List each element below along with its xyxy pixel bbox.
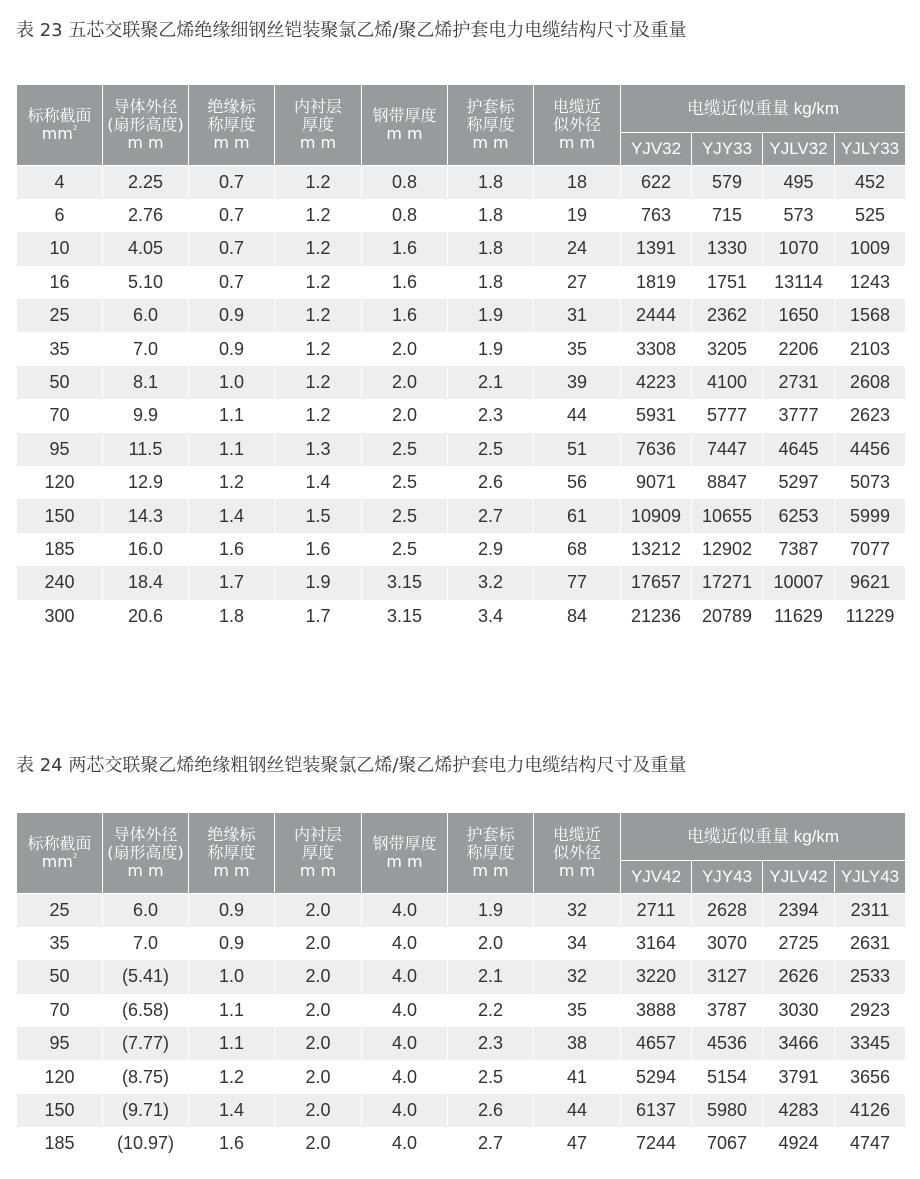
header-model: YJLY33 [835,133,906,166]
table-cell: 2.0 [275,1027,362,1060]
table-cell: 1.9 [448,332,534,365]
table-cell: 2.0 [275,1060,362,1093]
table-cell: 1.8 [448,166,534,199]
table-cell: (9.71) [103,1094,189,1127]
table-cell: 2.7 [448,1127,534,1160]
table-cell: 1.9 [448,894,534,927]
table-cell: 17271 [692,566,763,599]
table-cell: 5297 [763,466,835,499]
table-row [17,600,906,633]
table-cell: 2.0 [275,1094,362,1127]
table-row [17,199,906,232]
table-cell: 2628 [692,894,763,927]
table-cell: 579 [692,166,763,199]
table-cell: (5.41) [103,960,189,993]
table-cell: 11.5 [103,433,189,466]
table-cell: 20789 [692,600,763,633]
table-cell: 77 [534,566,621,599]
table-row [17,433,906,466]
table-cell: 1.8 [448,199,534,232]
table-cell: 1.2 [275,232,362,265]
cable-spec-table-24 [16,812,906,1161]
table-cell: 27 [534,266,621,299]
table-cell: 3777 [763,399,835,432]
table-cell: 3656 [835,1060,906,1093]
table-cell: 1391 [621,232,692,265]
table-cell: 763 [621,199,692,232]
table-cell: 1.2 [275,166,362,199]
table-cell: 3791 [763,1060,835,1093]
table-cell: 1.7 [189,566,275,599]
table-cell: 495 [763,166,835,199]
header-model: YJLV32 [763,133,835,166]
table-cell: 1.2 [275,399,362,432]
table-cell: 6253 [763,499,835,532]
table-cell: 0.9 [189,927,275,960]
table-cell: 2206 [763,332,835,365]
table-cell: 2103 [835,332,906,365]
table-cell: 1819 [621,266,692,299]
table-cell: 1.2 [275,266,362,299]
table-cell: 7387 [763,533,835,566]
header-nominal-section: 标称截面 $mm^2$ [17,85,103,166]
table-cell: 1751 [692,266,763,299]
table-cell: 0.7 [189,232,275,265]
header-model: YJV42 [621,861,692,894]
table-cell: 525 [835,199,906,232]
table-row [17,533,906,566]
table-cell: 0.7 [189,199,275,232]
header-cable-outer-diameter: 电缆近 似外径 m m [534,85,621,166]
table-cell: 2.76 [103,199,189,232]
table-cell: 3.15 [362,566,448,599]
table-cell: 3205 [692,332,763,365]
table-row [17,332,906,365]
table-cell: 2.5 [362,466,448,499]
table-cell: 1.6 [362,232,448,265]
table-cell: 2631 [835,927,906,960]
table-cell: 18.4 [103,566,189,599]
table-cell: 1009 [835,232,906,265]
table-cell: 11229 [835,600,906,633]
table-cell: 3127 [692,960,763,993]
table-cell: 185 [17,533,103,566]
table-cell: 5294 [621,1060,692,1093]
table-cell: 4924 [763,1127,835,1160]
table-cell: 68 [534,533,621,566]
table-row [17,1094,906,1127]
table-cell: 120 [17,466,103,499]
table-row [17,994,906,1027]
table-cell: 2.3 [448,1027,534,1060]
table-cell: 2.0 [275,1127,362,1160]
table-cell: 4.0 [362,994,448,1027]
table-cell: 2.0 [448,927,534,960]
table-cell: 3345 [835,1027,906,1060]
table-cell: 0.7 [189,166,275,199]
table-cell: 1.8 [448,266,534,299]
table-cell: 2.0 [275,994,362,1027]
table-cell: 4456 [835,433,906,466]
header-nominal-section: 标称截面 $mm^2$ [17,813,103,894]
table-cell: 1.1 [189,994,275,1027]
cable-spec-table-23 [16,84,906,633]
table-cell: 2.6 [448,466,534,499]
table-cell: 2.0 [275,960,362,993]
header-model: YJY43 [692,861,763,894]
table-cell: 12.9 [103,466,189,499]
table-cell: 2.1 [448,366,534,399]
table-row [17,566,906,599]
table-cell: 3466 [763,1027,835,1060]
table-cell: 4.0 [362,960,448,993]
table-cell: 38 [534,1027,621,1060]
header-conductor-diameter: 导体外径 (扇形高度) m m [103,85,189,166]
table-cell: 3220 [621,960,692,993]
header-approx-weight: 电缆近似重量 kg/km [621,813,906,861]
table-cell: 185 [17,1127,103,1160]
table-cell: 1.4 [189,1094,275,1127]
table-cell: 11629 [763,600,835,633]
table-cell: 47 [534,1127,621,1160]
table-cell: 1.4 [275,466,362,499]
table-cell: 2.0 [362,332,448,365]
table-cell: (10.97) [103,1127,189,1160]
table-cell: 10909 [621,499,692,532]
table-cell: 1.1 [189,1027,275,1060]
table-cell: 2626 [763,960,835,993]
table-cell: 1.2 [275,199,362,232]
table-cell: 4100 [692,366,763,399]
table-cell: 1.2 [275,366,362,399]
table-cell: 6.0 [103,299,189,332]
table-cell: 4.0 [362,1060,448,1093]
table-cell: 2923 [835,994,906,1027]
table-cell: 2711 [621,894,692,927]
table-row [17,232,906,265]
table-cell: 4223 [621,366,692,399]
table-cell: 24 [534,232,621,265]
table-cell: 3164 [621,927,692,960]
table-cell: 2.3 [448,399,534,432]
table-cell: 240 [17,566,103,599]
table-cell: 3070 [692,927,763,960]
table-cell: (8.75) [103,1060,189,1093]
table-cell: 16.0 [103,533,189,566]
table-cell: 715 [692,199,763,232]
table-cell: 9071 [621,466,692,499]
table-row [17,466,906,499]
header-sheath-thickness: 护套标 称厚度 m m [448,85,534,166]
table-cell: 25 [17,894,103,927]
table-cell: 32 [534,960,621,993]
table-cell: 50 [17,366,103,399]
header-model: YJLY43 [835,861,906,894]
header-cable-outer-diameter: 电缆近 似外径 m m [534,813,621,894]
table-cell: 5777 [692,399,763,432]
table-cell: 1.0 [189,960,275,993]
table-cell: 3.4 [448,600,534,633]
table-cell: 21236 [621,600,692,633]
header-inner-lining-thickness: 内衬层 厚度 m m [275,85,362,166]
header-insulation-thickness: 绝缘标 称厚度 m m [189,813,275,894]
table-23-caption: 表 23 五芯交联聚乙烯绝缘细钢丝铠装聚氯乙烯/聚乙烯护套电力电缆结构尺寸及重量 [16,20,687,41]
table-cell: 7.0 [103,332,189,365]
table-cell: 32 [534,894,621,927]
table-cell: 34 [534,927,621,960]
table-cell: 7447 [692,433,763,466]
table-cell: 0.9 [189,299,275,332]
table-cell: 13114 [763,266,835,299]
table-cell: 56 [534,466,621,499]
table-cell: 7636 [621,433,692,466]
table-cell: 95 [17,433,103,466]
table-cell: 50 [17,960,103,993]
table-cell: 7244 [621,1127,692,1160]
table-row [17,960,906,993]
table-cell: 31 [534,299,621,332]
table-cell: 25 [17,299,103,332]
table-cell: 6137 [621,1094,692,1127]
table-cell: 1.6 [362,299,448,332]
table-cell: 1.7 [275,600,362,633]
header-sheath-thickness: 护套标 称厚度 m m [448,813,534,894]
table-cell: 4.05 [103,232,189,265]
table-cell: 10655 [692,499,763,532]
table-cell: 2725 [763,927,835,960]
table-row [17,366,906,399]
table-cell: 300 [17,600,103,633]
table-cell: 84 [534,600,621,633]
table-cell: 1.3 [275,433,362,466]
table-cell: 13212 [621,533,692,566]
table-cell: 5931 [621,399,692,432]
table-cell: 4.0 [362,894,448,927]
table-cell: 18 [534,166,621,199]
table-cell: 452 [835,166,906,199]
table-row [17,499,906,532]
header-approx-weight: 电缆近似重量 kg/km [621,85,906,133]
table-cell: 70 [17,399,103,432]
table-cell: 2731 [763,366,835,399]
table-cell: 1.0 [189,366,275,399]
table-cell: 573 [763,199,835,232]
table-cell: 4126 [835,1094,906,1127]
table-cell: 7.0 [103,927,189,960]
table-cell: 44 [534,1094,621,1127]
table-cell: 2.25 [103,166,189,199]
table-cell: 2.6 [448,1094,534,1127]
table-cell: 4747 [835,1127,906,1160]
table-cell: 44 [534,399,621,432]
table-cell: 19 [534,199,621,232]
table-row [17,927,906,960]
table-cell: 2.2 [448,994,534,1027]
table-cell: 1.1 [189,433,275,466]
table-row [17,266,906,299]
table-cell: 10007 [763,566,835,599]
table-cell: 39 [534,366,621,399]
table-cell: 3888 [621,994,692,1027]
table-cell: 4.0 [362,1094,448,1127]
table-cell: 3.15 [362,600,448,633]
table-cell: 4283 [763,1094,835,1127]
table-cell: 51 [534,433,621,466]
table-cell: 1650 [763,299,835,332]
header-conductor-diameter: 导体外径 (扇形高度) m m [103,813,189,894]
table-row [17,299,906,332]
table-cell: 1.2 [275,332,362,365]
table-cell: 9.9 [103,399,189,432]
table-cell: 1.1 [189,399,275,432]
header-steel-tape-thickness: 钢带厚度 m m [362,813,448,894]
table-cell: 0.8 [362,166,448,199]
table-cell: 2.0 [362,366,448,399]
table-cell: 120 [17,1060,103,1093]
table-cell: 8.1 [103,366,189,399]
table-cell: 2.0 [275,927,362,960]
table-cell: 0.8 [362,199,448,232]
table-cell: 1.8 [448,232,534,265]
table-cell: 35 [17,927,103,960]
table-cell: 1.5 [275,499,362,532]
table-cell: 5999 [835,499,906,532]
table-cell: (6.58) [103,994,189,1027]
table-cell: 1568 [835,299,906,332]
table-cell: 1.2 [189,1060,275,1093]
table-cell: 1.9 [448,299,534,332]
table-cell: 2.0 [362,399,448,432]
table-cell: 2444 [621,299,692,332]
table-cell: 2.5 [362,533,448,566]
table-cell: 0.9 [189,332,275,365]
table-cell: 6.0 [103,894,189,927]
table-row [17,894,906,927]
header-model: YJY33 [692,133,763,166]
table-cell: 61 [534,499,621,532]
table-cell: 2608 [835,366,906,399]
table-cell: 3.2 [448,566,534,599]
table-cell: 35 [17,332,103,365]
table-cell: 1330 [692,232,763,265]
table-cell: 70 [17,994,103,1027]
table-cell: 16 [17,266,103,299]
table-cell: 2.0 [275,894,362,927]
table-cell: 5154 [692,1060,763,1093]
table-row [17,1027,906,1060]
table-cell: 2394 [763,894,835,927]
table-cell: 10 [17,232,103,265]
table-row [17,1060,906,1093]
table-cell: 17657 [621,566,692,599]
table-cell: 1.2 [275,299,362,332]
table-cell: 7077 [835,533,906,566]
table-cell: 5.10 [103,266,189,299]
header-model: YJV32 [621,133,692,166]
table-cell: 14.3 [103,499,189,532]
table-cell: 4657 [621,1027,692,1060]
table-cell: 1.2 [189,466,275,499]
table-cell: 1070 [763,232,835,265]
table-cell: 1.9 [275,566,362,599]
table-cell: 9621 [835,566,906,599]
table-cell: 20.6 [103,600,189,633]
table-cell: 41 [534,1060,621,1093]
table-cell: 2362 [692,299,763,332]
table-cell: 5073 [835,466,906,499]
table-row [17,399,906,432]
table-cell: 4645 [763,433,835,466]
table-cell: 0.9 [189,894,275,927]
table-cell: 7067 [692,1127,763,1160]
table-cell: (7.77) [103,1027,189,1060]
table-cell: 95 [17,1027,103,1060]
table-cell: 4.0 [362,1027,448,1060]
header-inner-lining-thickness: 内衬层 厚度 m m [275,813,362,894]
header-steel-tape-thickness: 钢带厚度 m m [362,85,448,166]
table-cell: 2.9 [448,533,534,566]
table-24-caption: 表 24 两芯交联聚乙烯绝缘粗钢丝铠装聚氯乙烯/聚乙烯护套电力电缆结构尺寸及重量 [16,755,687,776]
table-cell: 3308 [621,332,692,365]
table-cell: 8847 [692,466,763,499]
table-row [17,166,906,199]
table-cell: 4536 [692,1027,763,1060]
table-cell: 1.8 [189,600,275,633]
table-cell: 2.5 [448,433,534,466]
table-cell: 35 [534,332,621,365]
table-cell: 2623 [835,399,906,432]
table-row [17,1127,906,1160]
table-cell: 1.4 [189,499,275,532]
header-model: YJLV42 [763,861,835,894]
table-cell: 150 [17,1094,103,1127]
table-cell: 4 [17,166,103,199]
table-cell: 12902 [692,533,763,566]
table-cell: 2.5 [362,433,448,466]
table-cell: 4.0 [362,1127,448,1160]
table-cell: 35 [534,994,621,1027]
table-cell: 3030 [763,994,835,1027]
table-cell: 2.7 [448,499,534,532]
table-cell: 2311 [835,894,906,927]
table-cell: 2.1 [448,960,534,993]
table-cell: 150 [17,499,103,532]
table-cell: 3787 [692,994,763,1027]
table-cell: 0.7 [189,266,275,299]
table-cell: 2.5 [362,499,448,532]
table-cell: 1.6 [189,1127,275,1160]
table-cell: 2533 [835,960,906,993]
table-cell: 6 [17,199,103,232]
table-cell: 1.6 [275,533,362,566]
table-cell: 1.6 [189,533,275,566]
table-cell: 1.6 [362,266,448,299]
table-cell: 5980 [692,1094,763,1127]
header-insulation-thickness: 绝缘标 称厚度 m m [189,85,275,166]
table-cell: 4.0 [362,927,448,960]
table-cell: 2.5 [448,1060,534,1093]
table-cell: 622 [621,166,692,199]
table-cell: 1243 [835,266,906,299]
